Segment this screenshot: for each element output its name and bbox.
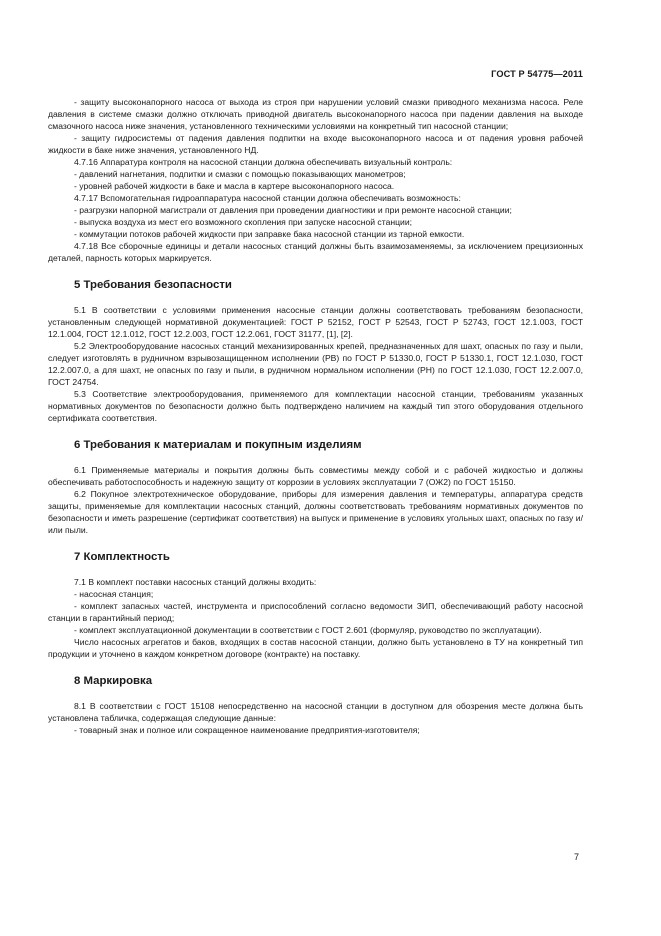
- paragraph: - комплект запасных частей, инструмента и приспособлений согласно ведомости ЗИП, обеспечивающий работу насосной станции в гарантийный период;: [48, 601, 583, 623]
- section-heading: 7 Комплектность: [74, 551, 170, 563]
- section-heading: 5 Требования безопасности: [74, 279, 232, 291]
- document-id: ГОСТ Р 54775—2011: [491, 69, 583, 79]
- paragraph: - разгрузки напорной магистрали от давления при проведении диагностики и при ремонте насосной станции;: [74, 205, 512, 215]
- page-number: 7: [573, 852, 579, 862]
- paragraph: 8.1 В соответствии с ГОСТ 15108 непосредственно на насосной станции в доступном для обозрения месте должна быть установлена табличка, содержащая следующие данные:: [48, 701, 583, 723]
- paragraph: - защиту гидросистемы от падения давления подпитки на входе высоконапорного насоса и от падения уровня рабочей жидкости в баке ниже значения, установленного НД.: [48, 133, 583, 155]
- paragraph: - комплект эксплуатационной документации в соответствии с ГОСТ 2.601 (формуляр, руководство по эксплуатации).: [74, 625, 542, 635]
- paragraph: - защиту высоконапорного насоса от выхода из строя при нарушении условий смазки приводного механизма насоса. Реле давления в системе смазки должно отключать приводной двигатель высоконапорного насоса при падении давления на выходе смазочного насоса ниже значения, установленного техническими условиями на конкретный тип насосной станции;: [48, 97, 583, 131]
- paragraph: 5.1 В соответствии с условиями применения насосные станции должны соответствовать требованиям безопасности, установленным следующей нормативной документацией: ГОСТ Р 52152, ГОСТ Р 52543, ГОСТ Р 52743, ГОСТ 12.1.003, ГОСТ 12.1.004, ГОСТ 12.1.012, ГОСТ 12.2.003, ГОСТ 12.2.061, ГОСТ 31177, [1], [2].: [48, 305, 583, 339]
- paragraph: 5.2 Электрооборудование насосных станций механизированных крепей, предназначенных для шахт, опасных по газу и пыли, следует изготовлять в рудничном взрывозащищенном исполнении (РВ) по ГОСТ Р 51330.0, ГОСТ Р 51330.1, ГОСТ 12.1.030, ГОСТ 12.2.007.0, а для шахт, не опасных по газу и пыли, в рудничном нормальном исполнении (РН) по ГОСТ 12.1.030, ГОСТ 12.2.007.0, ГОСТ 24754.: [48, 341, 583, 387]
- paragraph: - давлений нагнетания, подпитки и смазки с помощью показывающих манометров;: [74, 169, 406, 179]
- paragraph: 6.1 Применяемые материалы и покрытия должны быть совместимы между собой и с рабочей жидкостью и должны обеспечивать работоспособность и надежную защиту от коррозии в условиях эксплуатации 7 (ОЖ2) по ГОСТ 15150.: [48, 465, 583, 487]
- paragraph: - выпуска воздуха из мест его возможного скопления при запуске насосной станции;: [74, 217, 413, 227]
- paragraph: - коммутации потоков рабочей жидкости при заправке бака насосной станции из тарной емкости.: [74, 229, 465, 239]
- paragraph: 4.7.17 Вспомогательная гидроаппаратура насосной станции должна обеспечивать возможность:: [74, 193, 461, 203]
- document-body: [48, 96, 583, 736]
- section-heading: 6 Требования к материалам и покупным изделиям: [74, 439, 362, 451]
- section-heading: 8 Маркировка: [74, 675, 153, 687]
- paragraph: 4.7.16 Аппаратура контроля на насосной станции должна обеспечивать визуальный контроль:: [74, 157, 453, 167]
- paragraph: Число насосных агрегатов и баков, входящих в состав насосной станции, должно быть установлено в ТУ на конкретный тип продукции и уточнено в каждом конкретном договоре (контракте) на поставку.: [48, 637, 583, 659]
- paragraph: - уровней рабочей жидкости в баке и масла в картере высоконапорного насоса.: [74, 181, 395, 191]
- paragraph: 5.3 Соответствие электрооборудования, применяемого для комплектации насосной станции, требованиям указанных нормативных документов по безопасности должно быть подтверждено наличием на каждый тип этого оборудования отдельного сертификата соответствия.: [48, 389, 583, 423]
- paragraph: 4.7.18 Все сборочные единицы и детали насосных станций должны быть взаимозаменяемы, за исключением прецизионных деталей, парность которых маркируется.: [48, 241, 583, 263]
- paragraph: 7.1 В комплект поставки насосных станций должны входить:: [74, 577, 317, 587]
- paragraph: - насосная станция;: [74, 589, 154, 599]
- paragraph: 6.2 Покупное электротехническое оборудование, приборы для измерения давления и температуры, аппаратура средств защиты, применяемые для комплектации насосных станций, должны соответствовать требованиям нормативных документов по безопасности и иметь разрешение (сертификат соответствия) на выпуск и применение в условиях угольных шахт, опасных по газу и/или пыли.: [48, 489, 583, 535]
- paragraph: - товарный знак и полное или сокращенное наименование предприятия-изготовителя;: [74, 725, 420, 735]
